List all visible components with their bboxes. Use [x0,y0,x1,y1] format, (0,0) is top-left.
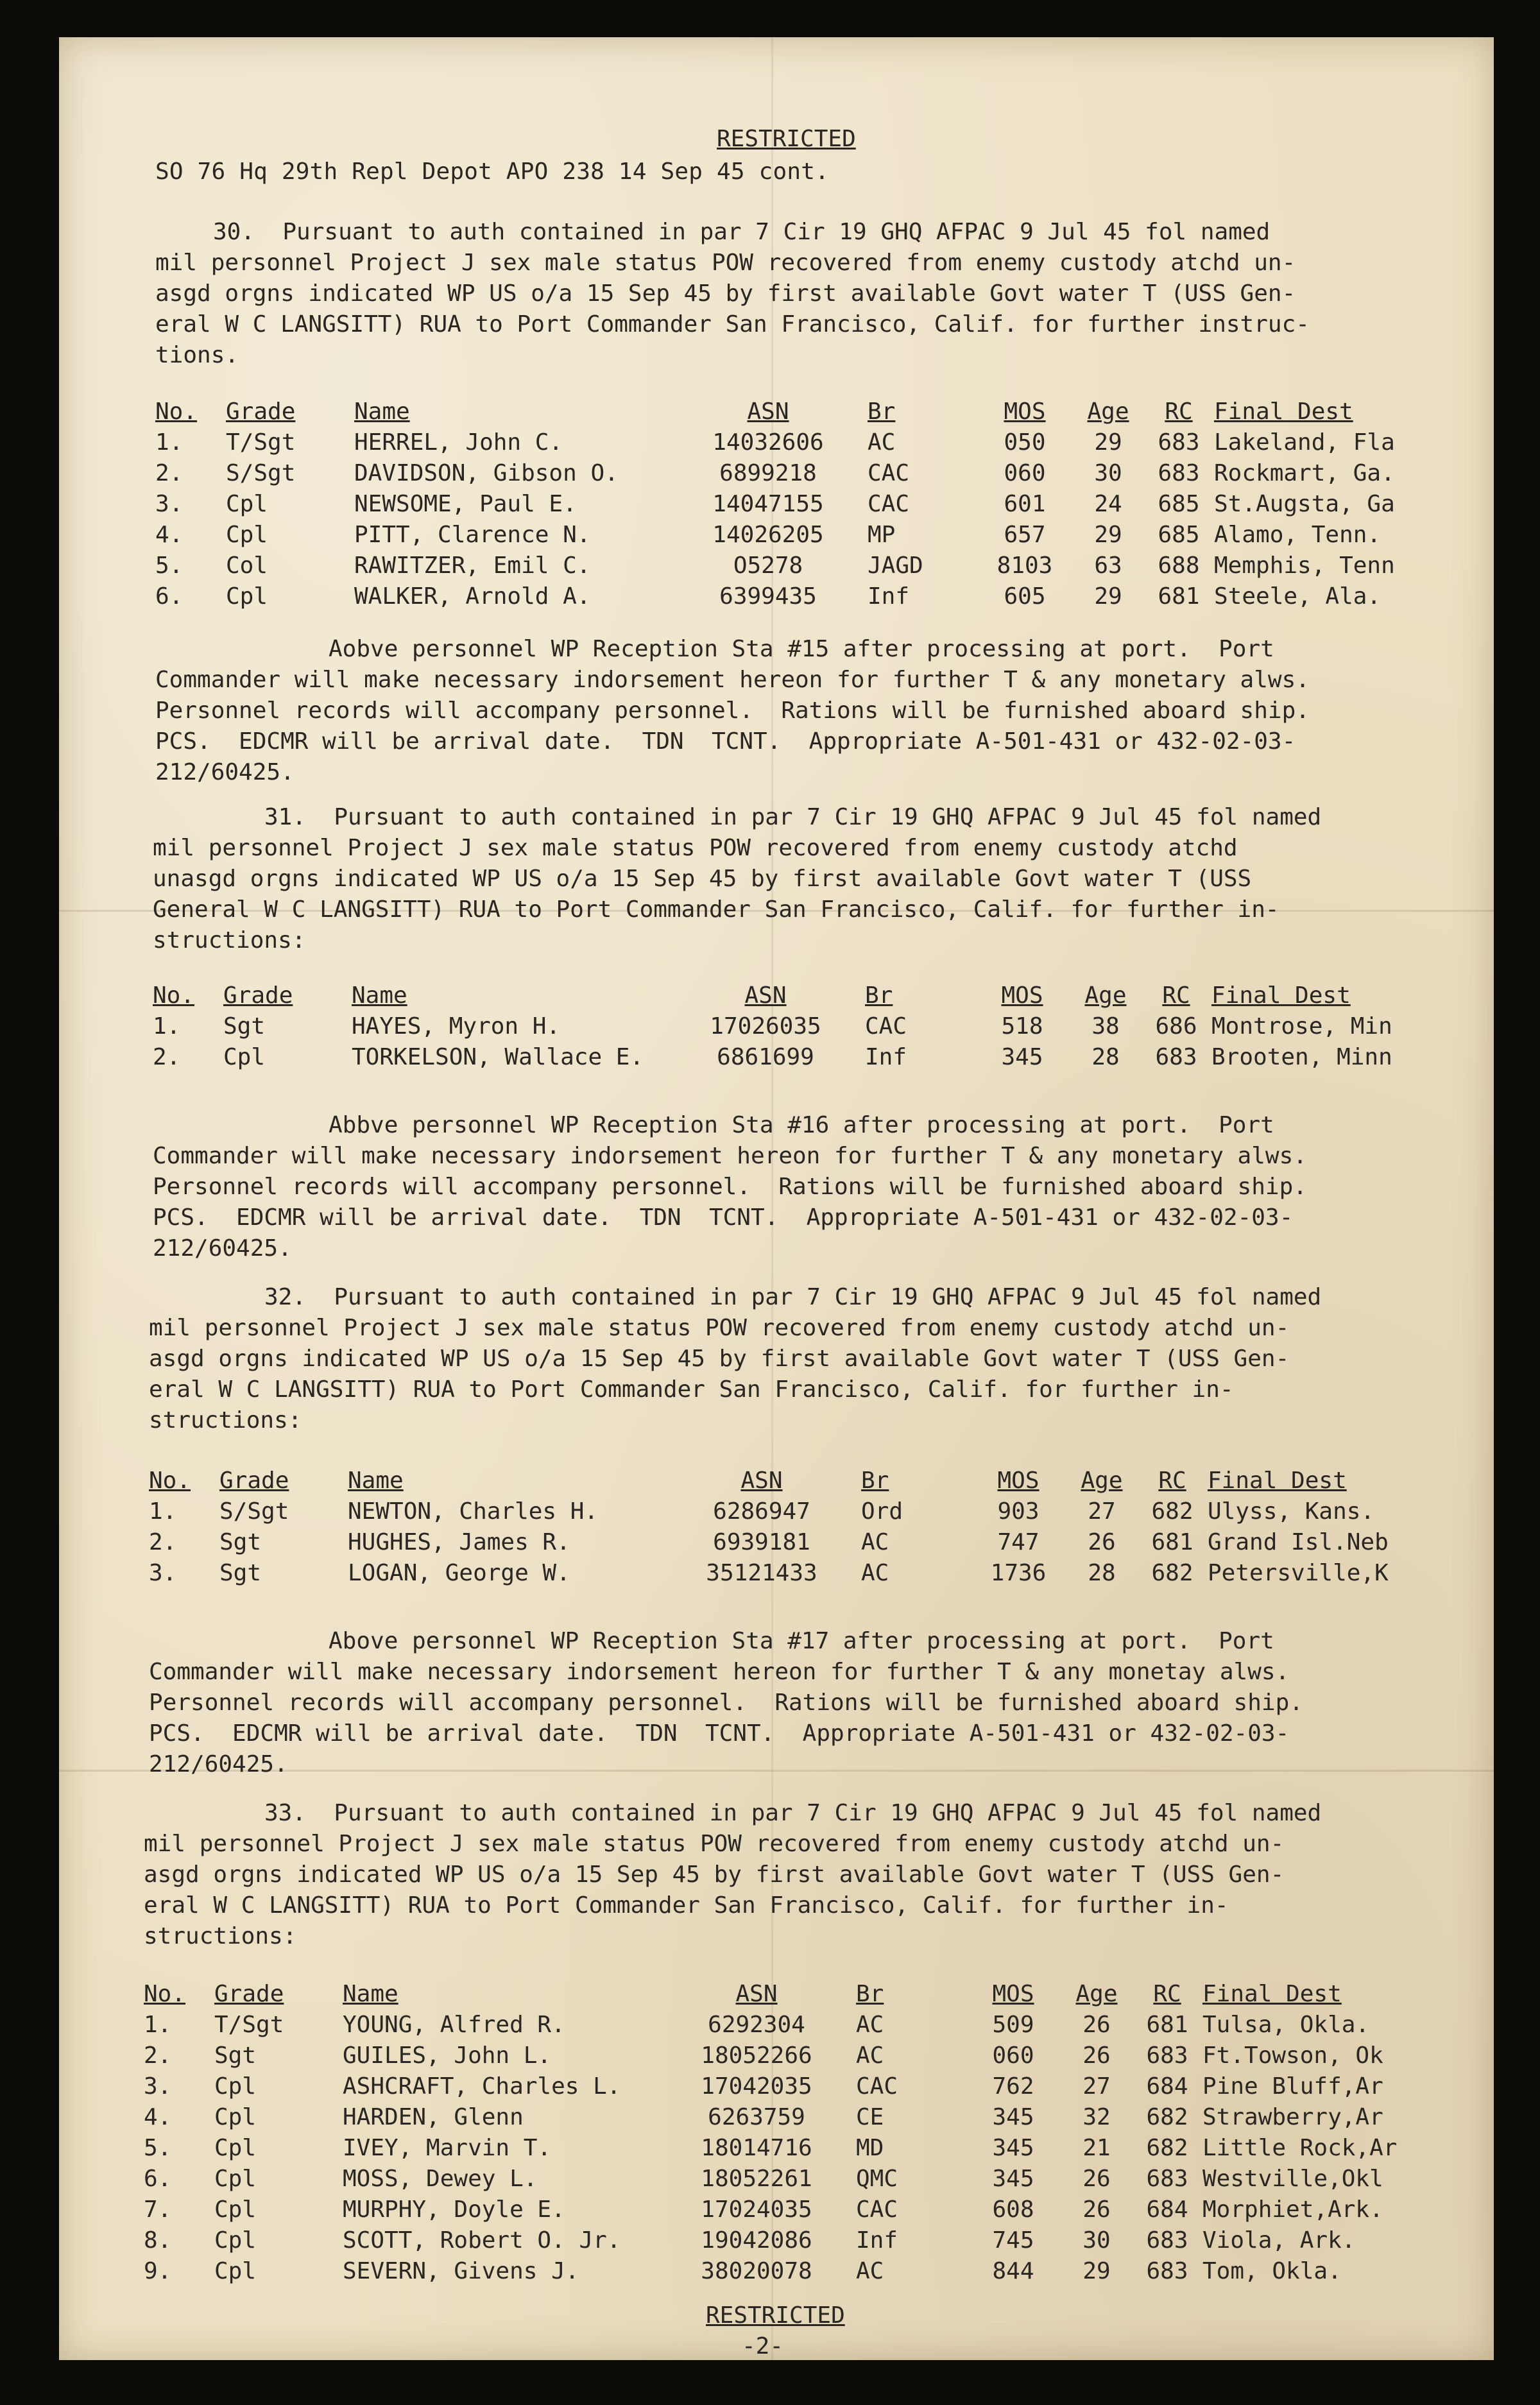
table-cell: Cpl [223,1044,266,1070]
table-cell: Cpl [226,583,268,610]
table-cell: TORKELSON, Wallace E. [352,1044,644,1070]
table-cell: 21 [1082,2135,1111,2161]
table-cell: 345 [992,2166,1034,2192]
table-cell: 14026205 [712,522,824,548]
table-cell: YOUNG, Alfred R. [343,2012,565,2038]
table-row [144,2102,1414,2133]
table-cell: 509 [992,2012,1034,2038]
table-cell: 4. [144,2104,172,2130]
table-cell: 2. [149,1529,177,1555]
table-cell: JAGD [868,552,923,579]
personnel-table [149,1466,1419,1589]
table-cell: Lakeland, Fla [1214,429,1395,456]
table-cell: Little Rock,Ar [1202,2135,1398,2161]
personnel-table [144,1979,1414,2287]
table-cell: 686 [1155,1013,1197,1040]
table-cell: 26 [1082,2012,1111,2038]
table-cell: 903 [997,1498,1040,1525]
table-cell: Sgt [223,1013,266,1040]
column-header: Final Dest [1211,982,1351,1009]
table-cell: NEWSOME, Paul E. [354,491,577,517]
table-cell: 1. [144,2012,172,2038]
table-row [144,2225,1414,2256]
column-header: RC [1158,1468,1186,1494]
column-header: Name [348,1468,404,1494]
table-row [144,2041,1414,2071]
paragraph-line: mil personnel Project J sex male status POW recovered from enemy custody atchd [153,835,1238,861]
table-cell: 4. [155,522,184,548]
table-cell: 26 [1088,1529,1116,1555]
paragraph-line: structions: [144,1923,297,1949]
note-line: Commander will make necessary indorsement hereon for further T & any monetay alws. [149,1659,1290,1685]
column-header: Grade [226,398,296,425]
table-cell: 26 [1082,2196,1111,2223]
note-line: Commander will make necessary indorsement hereon for further T & any monetary alws. [155,667,1310,693]
paragraph-line: mil personnel Project J sex male status POW recovered from enemy custody atchd un- [155,250,1296,276]
paragraph-line: mil personnel Project J sex male status POW recovered from enemy custody atchd un- [149,1315,1290,1341]
note-line: Personnel records will accompany personnel. Rations will be furnished aboard ship. [153,1174,1307,1200]
table-cell: 17024035 [701,2196,812,2223]
table-cell: Col [226,552,268,579]
table-cell: WALKER, Arnold A. [354,583,591,610]
table-cell: ASHCRAFT, Charles L. [343,2073,621,2100]
table-cell: MD [856,2135,884,2161]
table-cell: 605 [1004,583,1046,610]
table-cell: Inf [865,1044,907,1070]
table-cell: 30 [1082,2227,1111,2254]
table-cell: 30 [1094,460,1122,486]
table-cell: Rockmart, Ga. [1214,460,1395,486]
paragraph-line: asgd orgns indicated WP US o/a 15 Sep 45 by first available Govt water T (USS Gen- [149,1346,1290,1372]
table-cell: CAC [868,460,910,486]
table-row [144,2164,1414,2195]
table-cell: RAWITZER, Emil C. [354,552,591,579]
table-cell: LOGAN, George W. [348,1560,570,1586]
table-row [155,551,1426,581]
table-cell: 518 [1001,1013,1043,1040]
paragraph-line: 30. Pursuant to auth contained in par 7 Cir 19 GHQ AFPAC 9 Jul 45 fol named [213,219,1270,245]
table-cell: 28 [1088,1560,1116,1586]
table-cell: 1. [155,429,184,456]
table-cell: 38020078 [701,2258,812,2284]
table-cell: 608 [992,2196,1034,2223]
table-cell: Ord [861,1498,903,1525]
column-header: Name [343,1981,398,2007]
table-cell: 6861699 [717,1044,814,1070]
table-cell: 681 [1151,1529,1194,1555]
paragraph-line: asgd orgns indicated WP US o/a 15 Sep 45 by first available Govt water T (USS Gen- [155,280,1296,307]
column-header: No. [144,1981,186,2007]
personnel-table [153,980,1423,1073]
table-cell: AC [861,1529,889,1555]
table-cell: CAC [856,2073,898,2100]
paragraph-line: 32. Pursuant to auth contained in par 7 Cir 19 GHQ AFPAC 9 Jul 45 fol named [264,1284,1322,1310]
table-cell: SCOTT, Robert O. Jr. [343,2227,621,2254]
table-cell: 26 [1082,2166,1111,2192]
column-header: Age [1084,982,1127,1009]
table-cell: 601 [1004,491,1046,517]
table-cell: 28 [1091,1044,1120,1070]
table-cell: 27 [1088,1498,1116,1525]
table-cell: 5. [144,2135,172,2161]
column-header: Br [861,1468,889,1494]
table-row [144,2256,1414,2287]
column-header: RC [1162,982,1190,1009]
table-cell: 682 [1146,2135,1188,2161]
table-cell: Sgt [219,1560,262,1586]
table-cell: S/Sgt [226,460,296,486]
table-cell: 844 [992,2258,1034,2284]
table-cell: Petersville,K [1208,1560,1389,1586]
table-cell: 682 [1151,1560,1194,1586]
table-row [144,2195,1414,2225]
table-cell: AC [868,429,896,456]
table-cell: Tom, Okla. [1202,2258,1342,2284]
note-line: PCS. EDCMR will be arrival date. TDN TCNT. Appropriate A-501-431 or 432-02-03- [155,728,1296,755]
table-cell: PITT, Clarence N. [354,522,591,548]
column-header: Age [1087,398,1129,425]
table-cell: Brooten, Minn [1211,1044,1392,1070]
table-cell: 1. [153,1013,181,1040]
table-row [149,1527,1419,1558]
column-header: Age [1081,1468,1123,1494]
table-cell: Alamo, Tenn. [1214,522,1382,548]
table-cell: 683 [1146,2042,1188,2069]
paragraph-line: General W C LANGSITT) RUA to Port Commander San Francisco, Calif. for further in- [153,896,1279,923]
column-header: Final Dest [1202,1981,1342,2007]
note-line: PCS. EDCMR will be arrival date. TDN TCNT. Appropriate A-501-431 or 432-02-03- [149,1720,1290,1747]
column-header: No. [155,398,198,425]
table-cell: 685 [1158,491,1200,517]
table-cell: Memphis, Tenn [1214,552,1395,579]
table-cell: HUGHES, James R. [348,1529,570,1555]
table-cell: 6399435 [719,583,817,610]
table-row [149,1558,1419,1589]
table-cell: CAC [856,2196,898,2223]
column-header: MOS [997,1468,1040,1494]
table-row [155,458,1426,489]
table-cell: 32 [1082,2104,1111,2130]
table-row [153,1042,1423,1073]
table-row [155,427,1426,458]
paragraph-line: asgd orgns indicated WP US o/a 15 Sep 45 by first available Govt water T (USS Gen- [144,1862,1285,1888]
table-cell: AC [856,2042,884,2069]
note-line: PCS. EDCMR will be arrival date. TDN TCNT. Appropriate A-501-431 or 432-02-03- [153,1204,1294,1231]
table-cell: AC [861,1560,889,1586]
table-row [153,1011,1423,1042]
table-cell: 14032606 [712,429,824,456]
table-cell: 050 [1004,429,1046,456]
table-cell: MOSS, Dewey L. [343,2166,538,2192]
table-cell: Cpl [214,2258,257,2284]
column-header: Grade [219,1468,289,1494]
table-cell: DAVIDSON, Gibson O. [354,460,619,486]
note-line: 212/60425. [155,759,295,785]
table-row [155,520,1426,551]
table-cell: Inf [856,2227,898,2254]
table-cell: 29 [1094,522,1122,548]
column-header: ASN [740,1468,783,1494]
paragraph-line: mil personnel Project J sex male status POW recovered from enemy custody atchd un- [144,1831,1285,1857]
table-cell: 745 [992,2227,1034,2254]
table-cell: 14047155 [712,491,824,517]
table-cell: 8103 [997,552,1053,579]
table-cell: QMC [856,2166,898,2192]
table-cell: Sgt [214,2042,257,2069]
table-cell: 345 [992,2104,1034,2130]
column-header: Br [868,398,896,425]
table-cell: 29 [1082,2258,1111,2284]
table-cell: 6. [144,2166,172,2192]
column-header: MOS [992,1981,1034,2007]
table-row [144,2010,1414,2041]
table-cell: 2. [153,1044,181,1070]
table-cell: 5. [155,552,184,579]
table-cell: T/Sgt [214,2012,284,2038]
table-cell: Cpl [214,2135,257,2161]
table-cell: 3. [155,491,184,517]
page-number: -2- [742,2333,784,2359]
table-cell: HERREL, John C. [354,429,563,456]
table-cell: Ulyss, Kans. [1208,1498,1375,1525]
note-line: Commander will make necessary indorsement hereon for further T & any monetary alws. [153,1143,1307,1169]
table-cell: Ft.Towson, Ok [1202,2042,1383,2069]
table-cell: MURPHY, Doyle E. [343,2196,565,2223]
table-cell: 6939181 [713,1529,810,1555]
column-header: No. [153,982,195,1009]
table-cell: 685 [1158,522,1200,548]
table-cell: 683 [1146,2258,1188,2284]
order-line: SO 76 Hq 29th Repl Depot APO 238 14 Sep 45 cont. [155,158,829,185]
column-header: Br [865,982,893,1009]
table-row [144,2133,1414,2164]
table-cell: 683 [1155,1044,1197,1070]
table-cell: Cpl [214,2196,257,2223]
note-line: Above personnel WP Reception Sta #17 after processing at port. Port [329,1628,1274,1654]
table-cell: 060 [992,2042,1034,2069]
table-cell: 747 [997,1529,1040,1555]
table-cell: 7. [144,2196,172,2223]
column-header: Grade [223,982,293,1009]
table-cell: Westville,Okl [1202,2166,1383,2192]
note-line: Aobve personnel WP Reception Sta #15 after processing at port. Port [329,636,1274,662]
table-cell: 6286947 [713,1498,810,1525]
table-cell: 17042035 [701,2073,812,2100]
column-header: Final Dest [1208,1468,1347,1494]
table-cell: 688 [1158,552,1200,579]
paragraph-line: structions: [149,1407,302,1434]
paragraph-line: 33. Pursuant to auth contained in par 7 Cir 19 GHQ AFPAC 9 Jul 45 fol named [264,1800,1322,1826]
column-header: ASN [735,1981,778,2007]
paragraph-line: structions: [153,927,306,954]
column-header: ASN [747,398,789,425]
table-cell: 681 [1146,2012,1188,2038]
table-cell: Viola, Ark. [1202,2227,1356,2254]
table-cell: 683 [1146,2227,1188,2254]
table-cell: Cpl [214,2166,257,2192]
note-line: Personnel records will accompany personnel. Rations will be furnished aboard ship. [155,698,1310,724]
table-cell: Steele, Ala. [1214,583,1382,610]
table-cell: St.Augsta, Ga [1214,491,1395,517]
paragraph-line: unasgd orgns indicated WP US o/a 15 Sep 45 by first available Govt water T (USS [153,866,1252,892]
table-cell: Sgt [219,1529,262,1555]
table-cell: 345 [1001,1044,1043,1070]
table-cell: 684 [1146,2073,1188,2100]
table-cell: Cpl [226,522,268,548]
table-cell: 27 [1082,2073,1111,2100]
table-cell: 8. [144,2227,172,2254]
table-row [149,1496,1419,1527]
table-cell: 6. [155,583,184,610]
table-cell: 18014716 [701,2135,812,2161]
table-cell: Pine Bluff,Ar [1202,2073,1383,2100]
table-cell: 683 [1158,429,1200,456]
note-line: Personnel records will accompany personnel. Rations will be furnished aboard ship. [149,1690,1303,1716]
table-cell: 26 [1082,2042,1111,2069]
table-cell: Montrose, Min [1211,1013,1392,1040]
table-cell: 35121433 [706,1560,817,1586]
note-line: Abbve personnel WP Reception Sta #16 after processing at port. Port [329,1112,1274,1138]
table-cell: CE [856,2104,884,2130]
table-cell: 24 [1094,491,1122,517]
table-cell: 9. [144,2258,172,2284]
table-cell: Tulsa, Okla. [1202,2012,1370,2038]
table-cell: AC [856,2258,884,2284]
table-cell: 681 [1158,583,1200,610]
paragraph-line: tions. [155,342,239,368]
table-cell: T/Sgt [226,429,296,456]
table-cell: 6292304 [708,2012,805,2038]
table-cell: 3. [149,1560,177,1586]
table-cell: NEWTON, Charles H. [348,1498,599,1525]
table-cell: CAC [865,1013,907,1040]
table-cell: HAYES, Myron H. [352,1013,561,1040]
table-cell: HARDEN, Glenn [343,2104,524,2130]
table-cell: 1. [149,1498,177,1525]
table-row [144,2071,1414,2102]
column-header: Age [1075,1981,1118,2007]
table-cell: Cpl [214,2227,257,2254]
column-header: Br [856,1981,884,2007]
table-cell: 2. [144,2042,172,2069]
table-cell: 18052266 [701,2042,812,2069]
note-line: 212/60425. [153,1235,292,1262]
table-cell: 3. [144,2073,172,2100]
table-cell: 29 [1094,429,1122,456]
restricted-footer: RESTRICTED [706,2302,845,2329]
table-cell: 762 [992,2073,1034,2100]
table-cell: 2. [155,460,184,486]
column-header: RC [1165,398,1193,425]
column-header: RC [1153,1981,1181,2007]
paragraph-line: eral W C LANGSITT) RUA to Port Commander San Francisco, Calif. for further in- [144,1892,1229,1919]
table-cell: CAC [868,491,910,517]
table-cell: 63 [1094,552,1122,579]
table-cell: 18052261 [701,2166,812,2192]
table-row [155,489,1426,520]
table-cell: Inf [868,583,910,610]
table-cell: 38 [1091,1013,1120,1040]
table-cell: Cpl [214,2104,257,2130]
table-cell: IVEY, Marvin T. [343,2135,552,2161]
table-cell: S/Sgt [219,1498,289,1525]
table-cell: MP [868,522,896,548]
column-header: Name [354,398,410,425]
note-line: 212/60425. [149,1751,288,1777]
table-cell: Cpl [226,491,268,517]
table-cell: O5278 [733,552,803,579]
column-header: Grade [214,1981,284,2007]
table-cell: SEVERN, Givens J. [343,2258,579,2284]
table-cell: 345 [992,2135,1034,2161]
document-page [59,37,1494,2360]
table-cell: 6899218 [719,460,817,486]
column-header: Final Dest [1214,398,1353,425]
table-row [155,581,1426,612]
column-header: Name [352,982,407,1009]
table-cell: 683 [1158,460,1200,486]
restricted-header: RESTRICTED [717,126,856,152]
table-cell: 19042086 [701,2227,812,2254]
table-cell: 682 [1146,2104,1188,2130]
column-header: No. [149,1468,191,1494]
table-cell: Grand Isl.Neb [1208,1529,1389,1555]
table-cell: Cpl [214,2073,257,2100]
table-cell: GUILES, John L. [343,2042,552,2069]
table-cell: 17026035 [710,1013,821,1040]
table-cell: 684 [1146,2196,1188,2223]
table-cell: 657 [1004,522,1046,548]
table-cell: 6263759 [708,2104,805,2130]
column-header: ASN [744,982,787,1009]
table-cell: Morphiet,Ark. [1202,2196,1383,2223]
personnel-table [155,397,1426,612]
column-header: MOS [1001,982,1043,1009]
paragraph-line: eral W C LANGSITT) RUA to Port Commander San Francisco, Calif. for further in- [149,1376,1234,1403]
table-cell: 060 [1004,460,1046,486]
column-header: MOS [1004,398,1046,425]
table-cell: 683 [1146,2166,1188,2192]
paragraph-line: eral W C LANGSITT) RUA to Port Commander San Francisco, Calif. for further instruc- [155,311,1310,338]
table-cell: AC [856,2012,884,2038]
table-cell: 682 [1151,1498,1194,1525]
table-cell: 29 [1094,583,1122,610]
paragraph-line: 31. Pursuant to auth contained in par 7 Cir 19 GHQ AFPAC 9 Jul 45 fol named [264,804,1322,830]
table-cell: Strawberry,Ar [1202,2104,1383,2130]
table-cell: 1736 [990,1560,1047,1586]
